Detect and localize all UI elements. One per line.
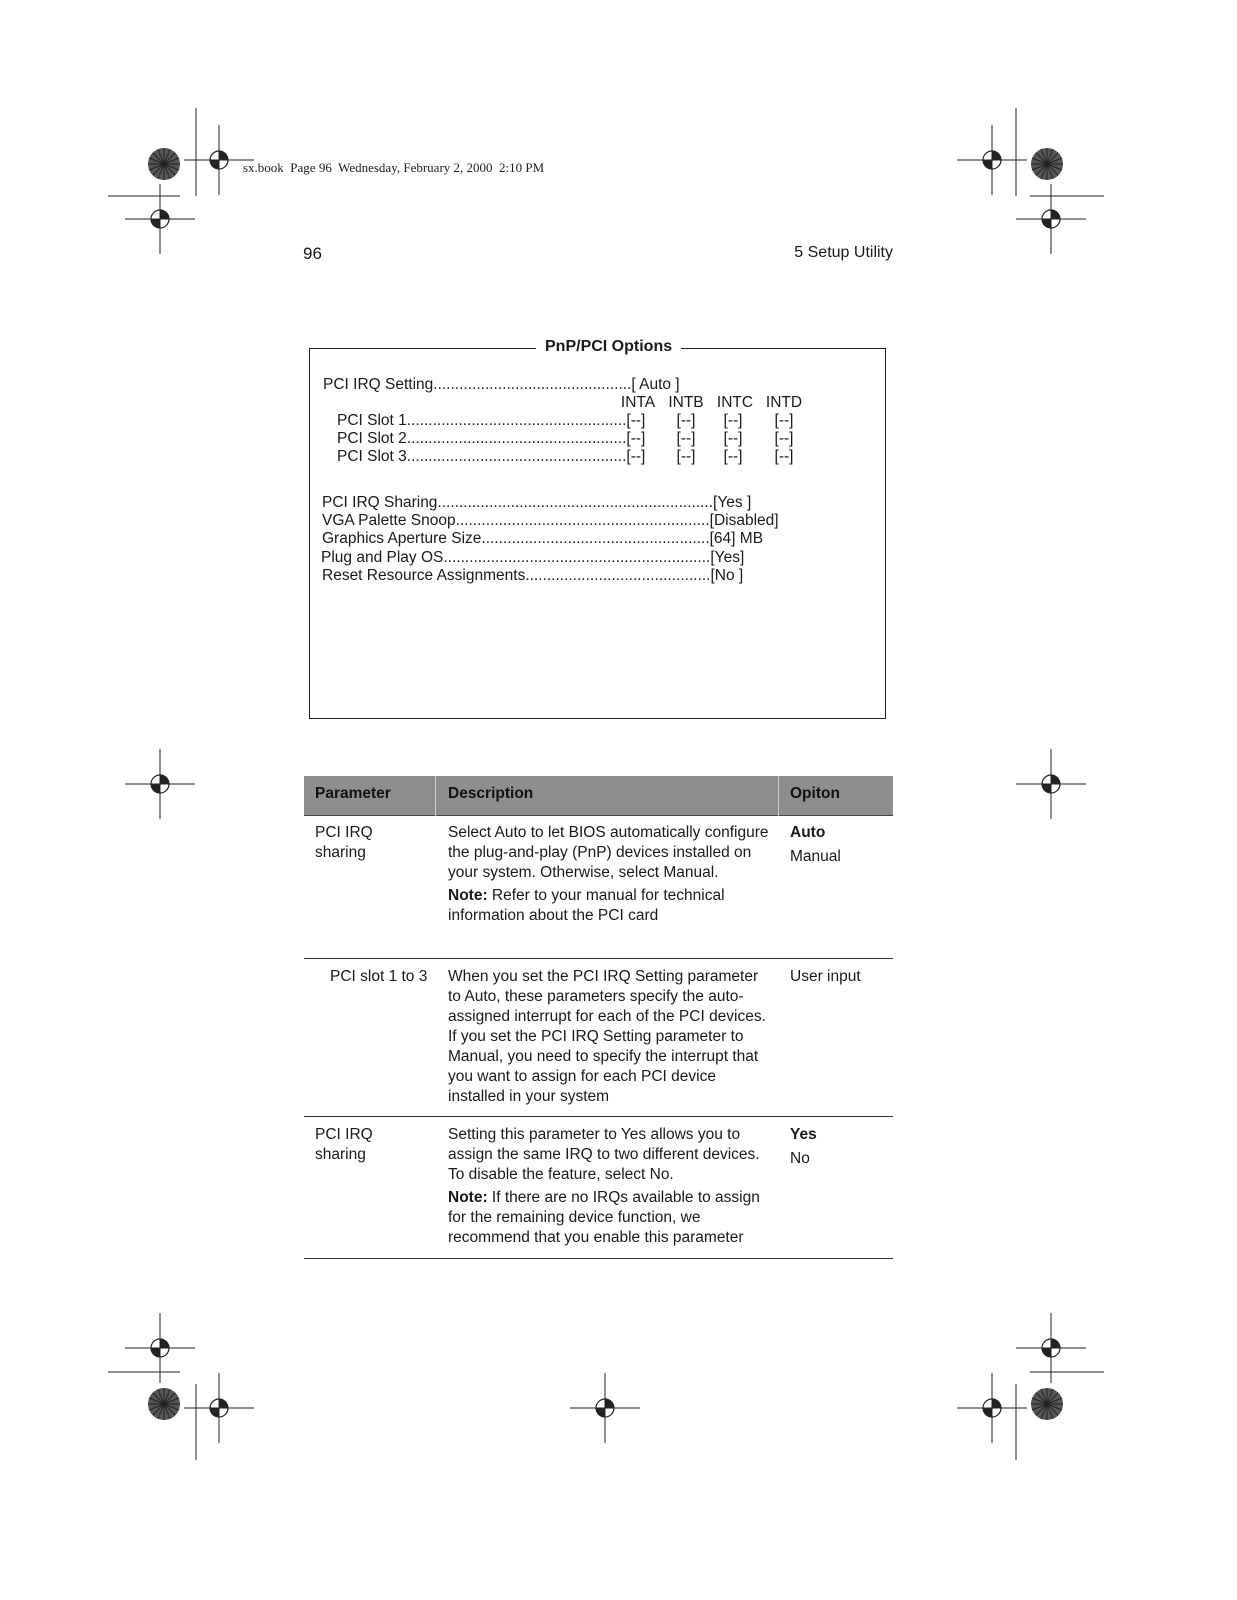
pci-irq-setting-line: PCI IRQ Setting..............................................[ Auto ]: [323, 376, 680, 393]
column-intd: INTD: [765, 394, 803, 411]
print-slug: sx.book Page 96 Wednesday, February 2, 2000 2:10 PM: [243, 160, 545, 175]
row-description: When you set the PCI IRQ Setting parameter to Auto, these parameters specify the auto-assigned interrupt for each of the PCI devices. If you set the PCI IRQ Setting parameter to Manual, you need to specify the interrupt that you want to assign for each PCI device installed in your system: [448, 968, 766, 1105]
graphics-aperture-size-line: Graphics Aperture Size.....................................................[64] MB: [322, 530, 764, 547]
description-text: Select Auto to let BIOS automatically configure the plug-and-play (PnP) devices installed on your system. Otherwise, select Manual.: [448, 824, 769, 881]
pci-slot-2-intb: [--]: [676, 430, 696, 447]
option-alternative: No: [790, 1150, 810, 1167]
column-inta: INTA: [620, 394, 656, 411]
option-default: Yes: [790, 1126, 817, 1143]
description-note: [448, 886, 770, 926]
note-label: Note:: [448, 887, 488, 904]
pci-slot-3-intd: [--]: [774, 448, 794, 465]
option-value: User input: [790, 968, 861, 985]
pci-slot-2-intd: [--]: [774, 430, 794, 447]
reset-resource-assignments-line: Reset Resource Assignments...........................................[No ]: [322, 567, 744, 584]
header-parameter: Parameter: [315, 785, 391, 802]
header-separator: [435, 776, 436, 816]
column-intc: INTC: [716, 394, 754, 411]
description-note: [448, 1188, 770, 1248]
note-label: Note:: [448, 1189, 488, 1206]
pci-irq-sharing-line: PCI IRQ Sharing................................................................[Yes ]: [322, 494, 752, 511]
header-description: Description: [448, 785, 534, 802]
pci-slot-1-line: PCI Slot 1...................................................[--]: [337, 412, 646, 429]
header-separator: [778, 776, 779, 816]
pci-slot-3-intc: [--]: [723, 448, 743, 465]
table-header: [304, 776, 893, 816]
pci-slot-1-intb: [--]: [676, 412, 696, 429]
chapter-title: 5 Setup Utility: [794, 244, 893, 261]
row-description: [448, 1125, 770, 1248]
note-text: If there are no IRQs available to assign for the remaining device function, we recommend that you enable this parameter: [448, 1189, 760, 1246]
row-description: [448, 823, 770, 926]
pci-slot-2-line: PCI Slot 2...................................................[--]: [337, 430, 646, 447]
parameter-table: [304, 776, 893, 1259]
pci-slot-3-intb: [--]: [676, 448, 696, 465]
plug-and-play-os-line: Plug and Play OS..............................................................[Yes]: [321, 549, 745, 566]
description-text: Setting this parameter to Yes allows you to assign the same IRQ to two different devices. To disable the feature, select No.: [448, 1126, 760, 1183]
vga-palette-snoop-line: VGA Palette Snoop...........................................................[Disabled]: [322, 512, 779, 529]
column-intb: INTB: [668, 394, 704, 411]
table-row: [304, 1117, 893, 1259]
row-parameter: PCI IRQ sharing: [315, 824, 373, 861]
header-option: Opiton: [790, 785, 840, 802]
row-parameter: PCI slot 1 to 3: [330, 968, 428, 985]
table-row: [304, 816, 893, 959]
page-number: 96: [303, 244, 322, 263]
row-parameter: PCI IRQ sharing: [315, 1126, 373, 1163]
table-row: [304, 959, 893, 1117]
pci-slot-1-intd: [--]: [774, 412, 794, 429]
note-text: Refer to your manual for technical information about the PCI card: [448, 887, 725, 924]
pci-slot-2-intc: [--]: [723, 430, 743, 447]
pci-slot-3-line: PCI Slot 3...................................................[--]: [337, 448, 646, 465]
pci-slot-1-intc: [--]: [723, 412, 743, 429]
option-default: Auto: [790, 824, 826, 841]
bios-screen-title: PnP/PCI Options: [536, 338, 681, 356]
option-alternative: Manual: [790, 848, 841, 865]
